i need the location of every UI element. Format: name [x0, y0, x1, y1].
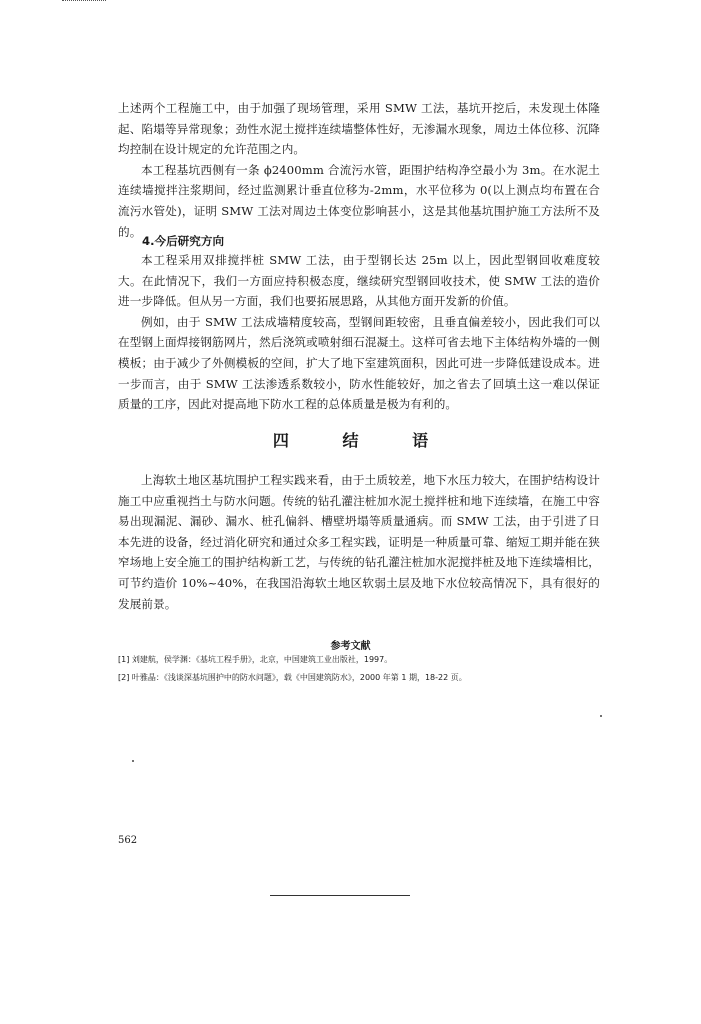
- reference-item-1: [1] 刘建航，侯学渊：《基坑工程手册》，北京，中国建筑工业出版社，1997。: [118, 655, 393, 664]
- intro-paragraph-1: 上述两个工程施工中，由于加强了现场管理，采用 SMW 工法，基坑开挖后，未发现土体隆起、陷塌等异常现象；劲性水泥土搅拌连续墙整体性好，无渗漏水现象，周边土体位移、沉降均控制在设计规定的允许范围之内。: [118, 101, 600, 157]
- section-4-heading: 4.今后研究方向: [142, 234, 225, 248]
- section-4-paragraph-1: 本工程采用双排搅拌桩 SMW 工法，由于型钢长达 25m 以上，因此型钢回收难度较大。在此情况下，我们一方面应持积极态度，继续研究型钢回收技术，使 SMW 工法的造价进一步降低。但从另一方面，我们也要拓展思路，从其他方面开发新的价值。: [118, 253, 600, 309]
- page-number: 562: [118, 835, 138, 846]
- section-4-body: [118, 250, 600, 415]
- conclusion-paragraph: 上海软土地区基坑围护工程实践来看，由于土质较差，地下水压力较大，在围护结构设计施工中应重视挡土与防水问题。传统的钻孔灌注桩加水泥土搅拌桩和地下连续墙，在施工中容易出现漏泥、漏砂、漏水、桩孔偏斜、槽壁坍塌等质量通病。而 SMW 工法，由于引进了日本先进的设备，经过消化研究和通过众多工程实践，证明是一种质量可靠、缩短工期并能在狭窄场地上安全施工的围护结构新工艺，与传统的钻孔灌注桩加水泥搅拌桩及地下连续墙相比，可节约造价 10%~40%，在我国沿海软土地区软弱土层及地下水位较高情况下，具有很好的发展前景。: [118, 473, 600, 611]
- footer-rule: [270, 895, 410, 896]
- scan-speck: [600, 715, 602, 717]
- intro-section: [118, 98, 600, 242]
- intro-paragraph-2: 本工程基坑西侧有一条 ϕ2400mm 合流污水管，距围护结构净空最小为 3m。在水泥土连续墙搅拌注浆期间，经过监测累计垂直位移为-2mm，水平位移为 0(以上测点均布置在合流污水管处)，证明 SMW 工法对周边土体变位影响甚小，这是其他基坑围护施工方法所不及的。: [118, 162, 600, 239]
- scan-speck: [132, 760, 134, 762]
- references-title: 参考文献: [330, 641, 371, 652]
- section-4-paragraph-2: 例如，由于 SMW 工法成墙精度较高，型钢间距较密，且垂直偏差较小，因此我们可以在型钢上面焊接钢筋网片，然后浇筑或喷射细石混凝土。这样可省去地下主体结构外墙的一侧模板；由于减少了外侧模板的空间，扩大了地下室建筑面积，因此可进一步降低建设成本。进一步而言，由于 SMW 工法渗透系数较小，防水性能较好，加之省去了回填土这一难以保证质量的工序，因此对提高地下防水工程的总体质量是极为有利的。: [118, 314, 600, 412]
- reference-item-2: [2] 叶雅晶：《浅谈深基坑围护中的防水问题》，载《中国建筑防水》，2000 年第 1 期，18-22 页。: [118, 673, 467, 682]
- scan-artifact: [62, 0, 106, 4]
- chapter-title: 四 结 语: [272, 431, 453, 450]
- conclusion-body: [118, 470, 600, 614]
